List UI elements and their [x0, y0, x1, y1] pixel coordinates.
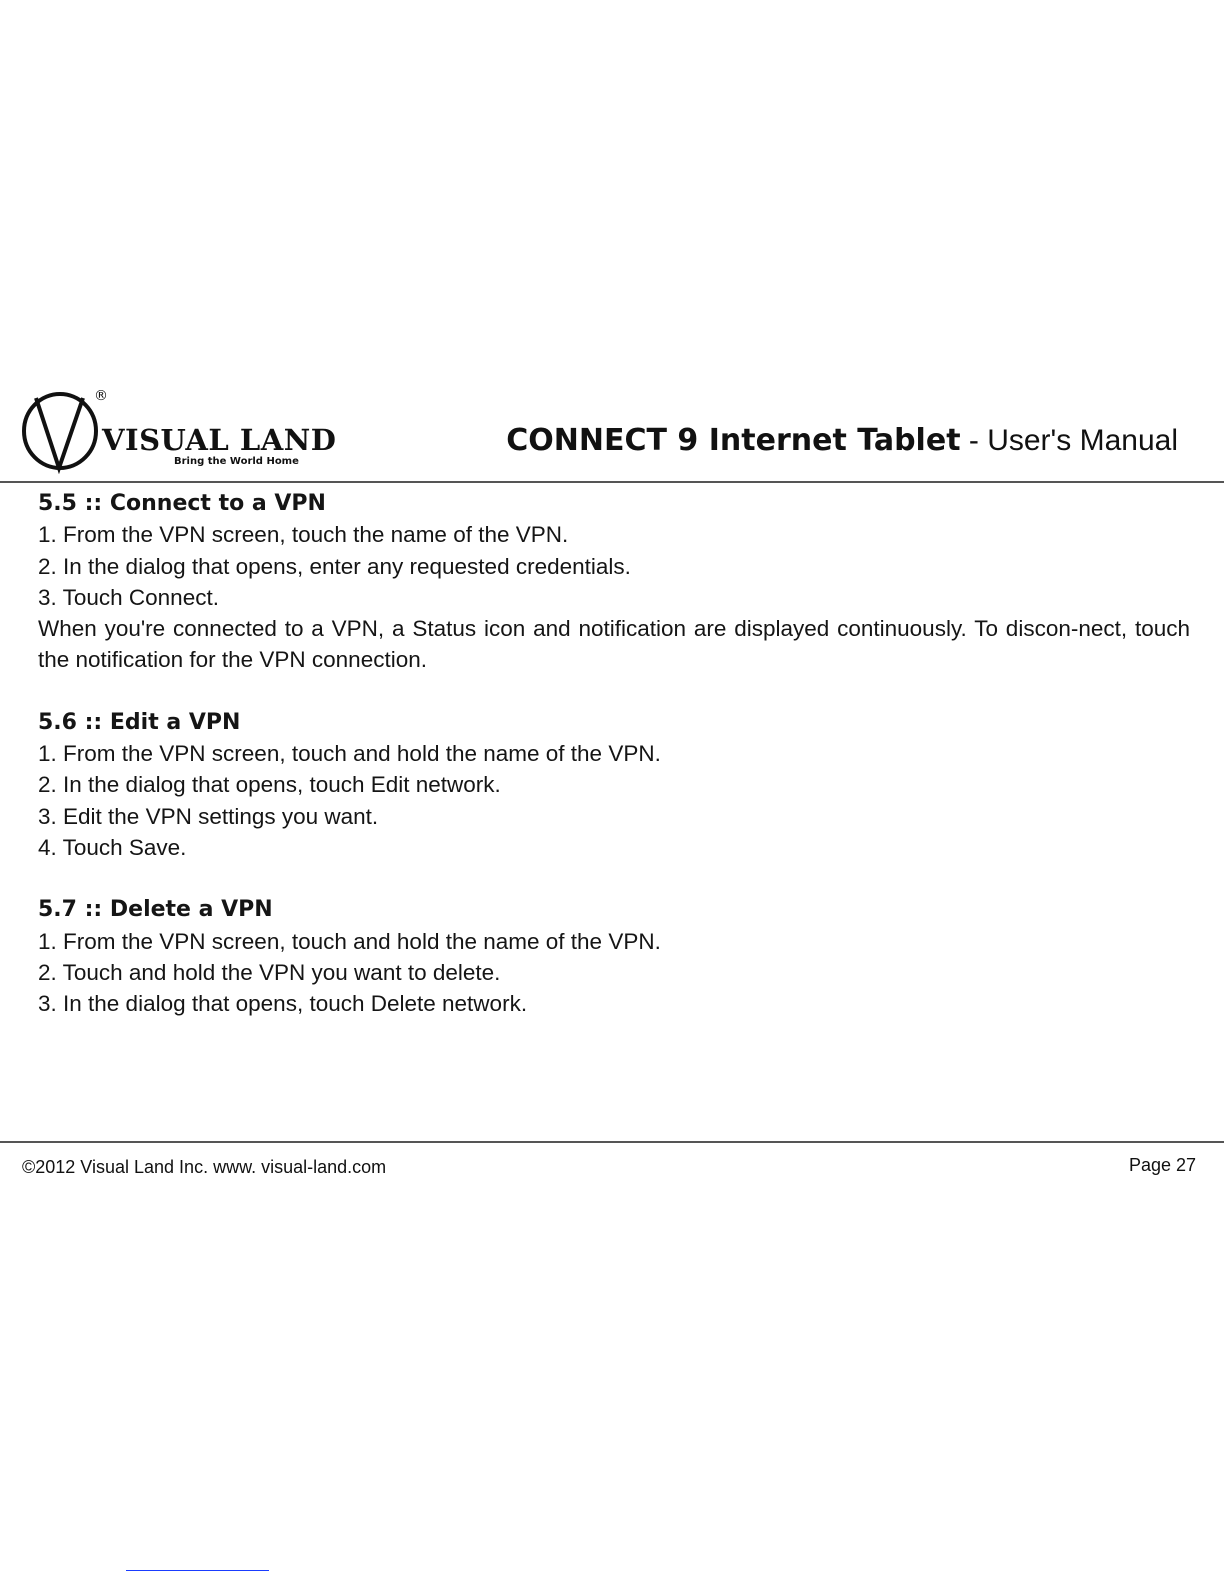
- section-heading: 5.6 :: Edit a VPN: [38, 709, 241, 735]
- step-item: 4. Touch Save.: [38, 834, 187, 860]
- section-note: When you're connected to a VPN, a Status icon and notification are displayed continuously. To discon-nect, touch the notification for the VPN connection.: [38, 616, 1190, 673]
- page-number: Page 27: [1128, 1155, 1196, 1175]
- document-title-separator: -: [960, 424, 988, 457]
- v-circle-logo-icon: [22, 388, 102, 474]
- section-connect-vpn: [38, 488, 1198, 676]
- step-item: 2. In the dialog that opens, touch Edit network.: [38, 772, 501, 798]
- page-header: [0, 388, 1224, 480]
- document-title-suffix: User's Manual: [987, 424, 1178, 457]
- step-item: 3. In the dialog that opens, touch Delete network.: [38, 991, 528, 1017]
- registered-mark: ®: [94, 388, 108, 404]
- footer-copyright: ©2012 Visual Land Inc. www. visual-land.com: [22, 1157, 387, 1177]
- link-underline[interactable]: [126, 1570, 269, 1571]
- header-divider: [0, 481, 1224, 483]
- logo-tagline: Bring the World Home: [174, 456, 299, 467]
- step-item: 1. From the VPN screen, touch and hold the name of the VPN.: [38, 928, 661, 954]
- document-title: [506, 423, 1178, 458]
- step-item: 3. Edit the VPN settings you want.: [38, 803, 379, 829]
- footer-divider: [0, 1141, 1224, 1143]
- section-edit-vpn: [38, 707, 1198, 863]
- step-item: 1. From the VPN screen, touch and hold the name of the VPN.: [38, 741, 661, 767]
- step-item: 2. In the dialog that opens, enter any requested credentials.: [38, 553, 631, 579]
- step-item: 2. Touch and hold the VPN you want to delete.: [38, 959, 501, 985]
- visual-land-logo: [22, 388, 337, 474]
- step-item: 1. From the VPN screen, touch the name of the VPN.: [38, 522, 569, 548]
- manual-content: [38, 488, 1198, 1019]
- section-heading: 5.7 :: Delete a VPN: [38, 897, 273, 923]
- step-list: [38, 926, 1198, 1020]
- step-list: [38, 738, 1198, 863]
- section-delete-vpn: [38, 894, 1198, 1019]
- document-title-product: CONNECT 9 Internet Tablet: [506, 423, 961, 458]
- step-item: 3. Touch Connect.: [38, 584, 219, 610]
- logo-brand-name: VISUAL LAND: [102, 423, 337, 457]
- step-list: [38, 519, 1198, 613]
- section-heading: 5.5 :: Connect to a VPN: [38, 491, 326, 516]
